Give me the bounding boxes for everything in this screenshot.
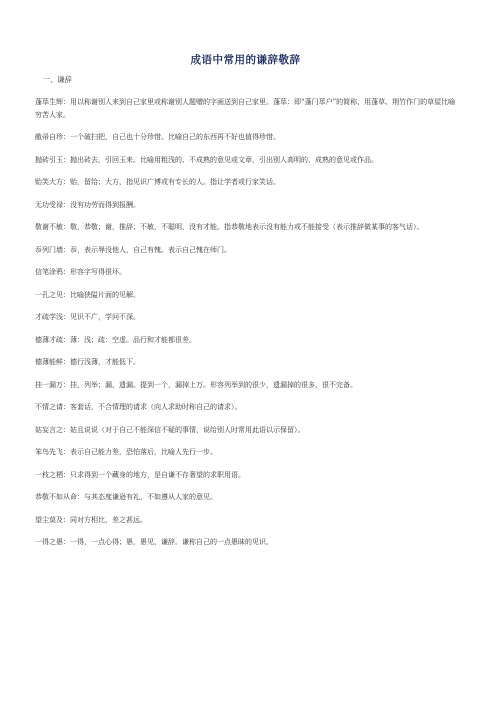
idiom-entry: 敝帚自珍：一个破扫把，自己也十分珍惜。比喻自己的东西再不好也值得珍惜。 bbox=[35, 133, 280, 141]
document-title: 成语中常用的谦辞敬辞 bbox=[190, 54, 301, 66]
idiom-entry: 姑妄言之：姑且说说（对于自己不能深信不疑的事情，说给别人时常用此语以示保留）。 bbox=[35, 425, 305, 434]
idiom-entry: 蓬荜生辉：用以称谢别人来到自己家里或称谢别人题赠的字画送到自己家里。蓬荜：即“蓬门荜户”的简称，用蓬草、荆竹作门的草屋比喻穷苦人家。 bbox=[35, 98, 456, 119]
idiom-entry: 恭敬不如从命：与其态度谦逊有礼，不如遵从人家的意见。 bbox=[35, 493, 217, 501]
idiom-entry: 忝列门墙：忝，表示辱没他人，自己有愧。表示自己愧在师门。 bbox=[35, 245, 231, 254]
idiom-entry: 德薄能鲜：德行浅薄，才能低下。 bbox=[35, 358, 140, 366]
idiom-entry: 信笔涂鸦：形容字写得很坏。 bbox=[35, 268, 126, 276]
idiom-entry: 敬谢不敏：敬，恭敬；谢，推辞；不敏，不聪明，没有才能。指恭敬地表示没有能力或不能接受（表示推辞做某事的客气话）。 bbox=[35, 223, 424, 231]
idiom-entry: 无功受禄：没有功劳而得到报酬。 bbox=[35, 200, 140, 209]
idiom-entry: 挂一漏万：挂，列举；漏，遗漏。提到一个，漏掉上万。形容列举到的很少，遗漏掉的很多，很不完备。 bbox=[35, 380, 357, 389]
idiom-entry: 一枝之栖：只求得到一个藏身的地方，是自谦不存奢望的求职用语。 bbox=[35, 470, 245, 479]
idiom-entry: 德薄才疏：薄：浅；疏：空虚。品行和才能都很差。 bbox=[35, 335, 196, 344]
idiom-entry: 抛砖引玉：抛出砖去，引回玉来。比喻用粗浅的、不成熟的意见或文章，引出别人高明的、成熟的意见或作品。 bbox=[35, 155, 378, 164]
idiom-entry: 不情之请：客套话，不合情理的请求（向人求助时称自己的请求）。 bbox=[35, 403, 242, 411]
idiom-entry: 一得之愚：一得，一点心得；愚，愚见，谦辞。谦称自己的一点愚昧的见识。 bbox=[35, 538, 273, 546]
idiom-entry: 才疏学浅：见识不广，学问不深。 bbox=[35, 313, 140, 321]
idiom-entry: 贻笑大方：贻，留给；大方，指见识广博或有专长的人。指让学者或行家笑话。 bbox=[35, 178, 280, 186]
idiom-entry: 笨鸟先飞：表示自己能力差，恐怕落后，比喻人先行一步。 bbox=[35, 448, 217, 456]
section-heading: 一、谦辞 bbox=[43, 75, 72, 84]
idiom-entry: 一孔之见：比喻狭隘片面的见解。 bbox=[35, 290, 140, 299]
idiom-entry: 望尘莫及：同对方相比，差之甚远。 bbox=[35, 515, 147, 524]
